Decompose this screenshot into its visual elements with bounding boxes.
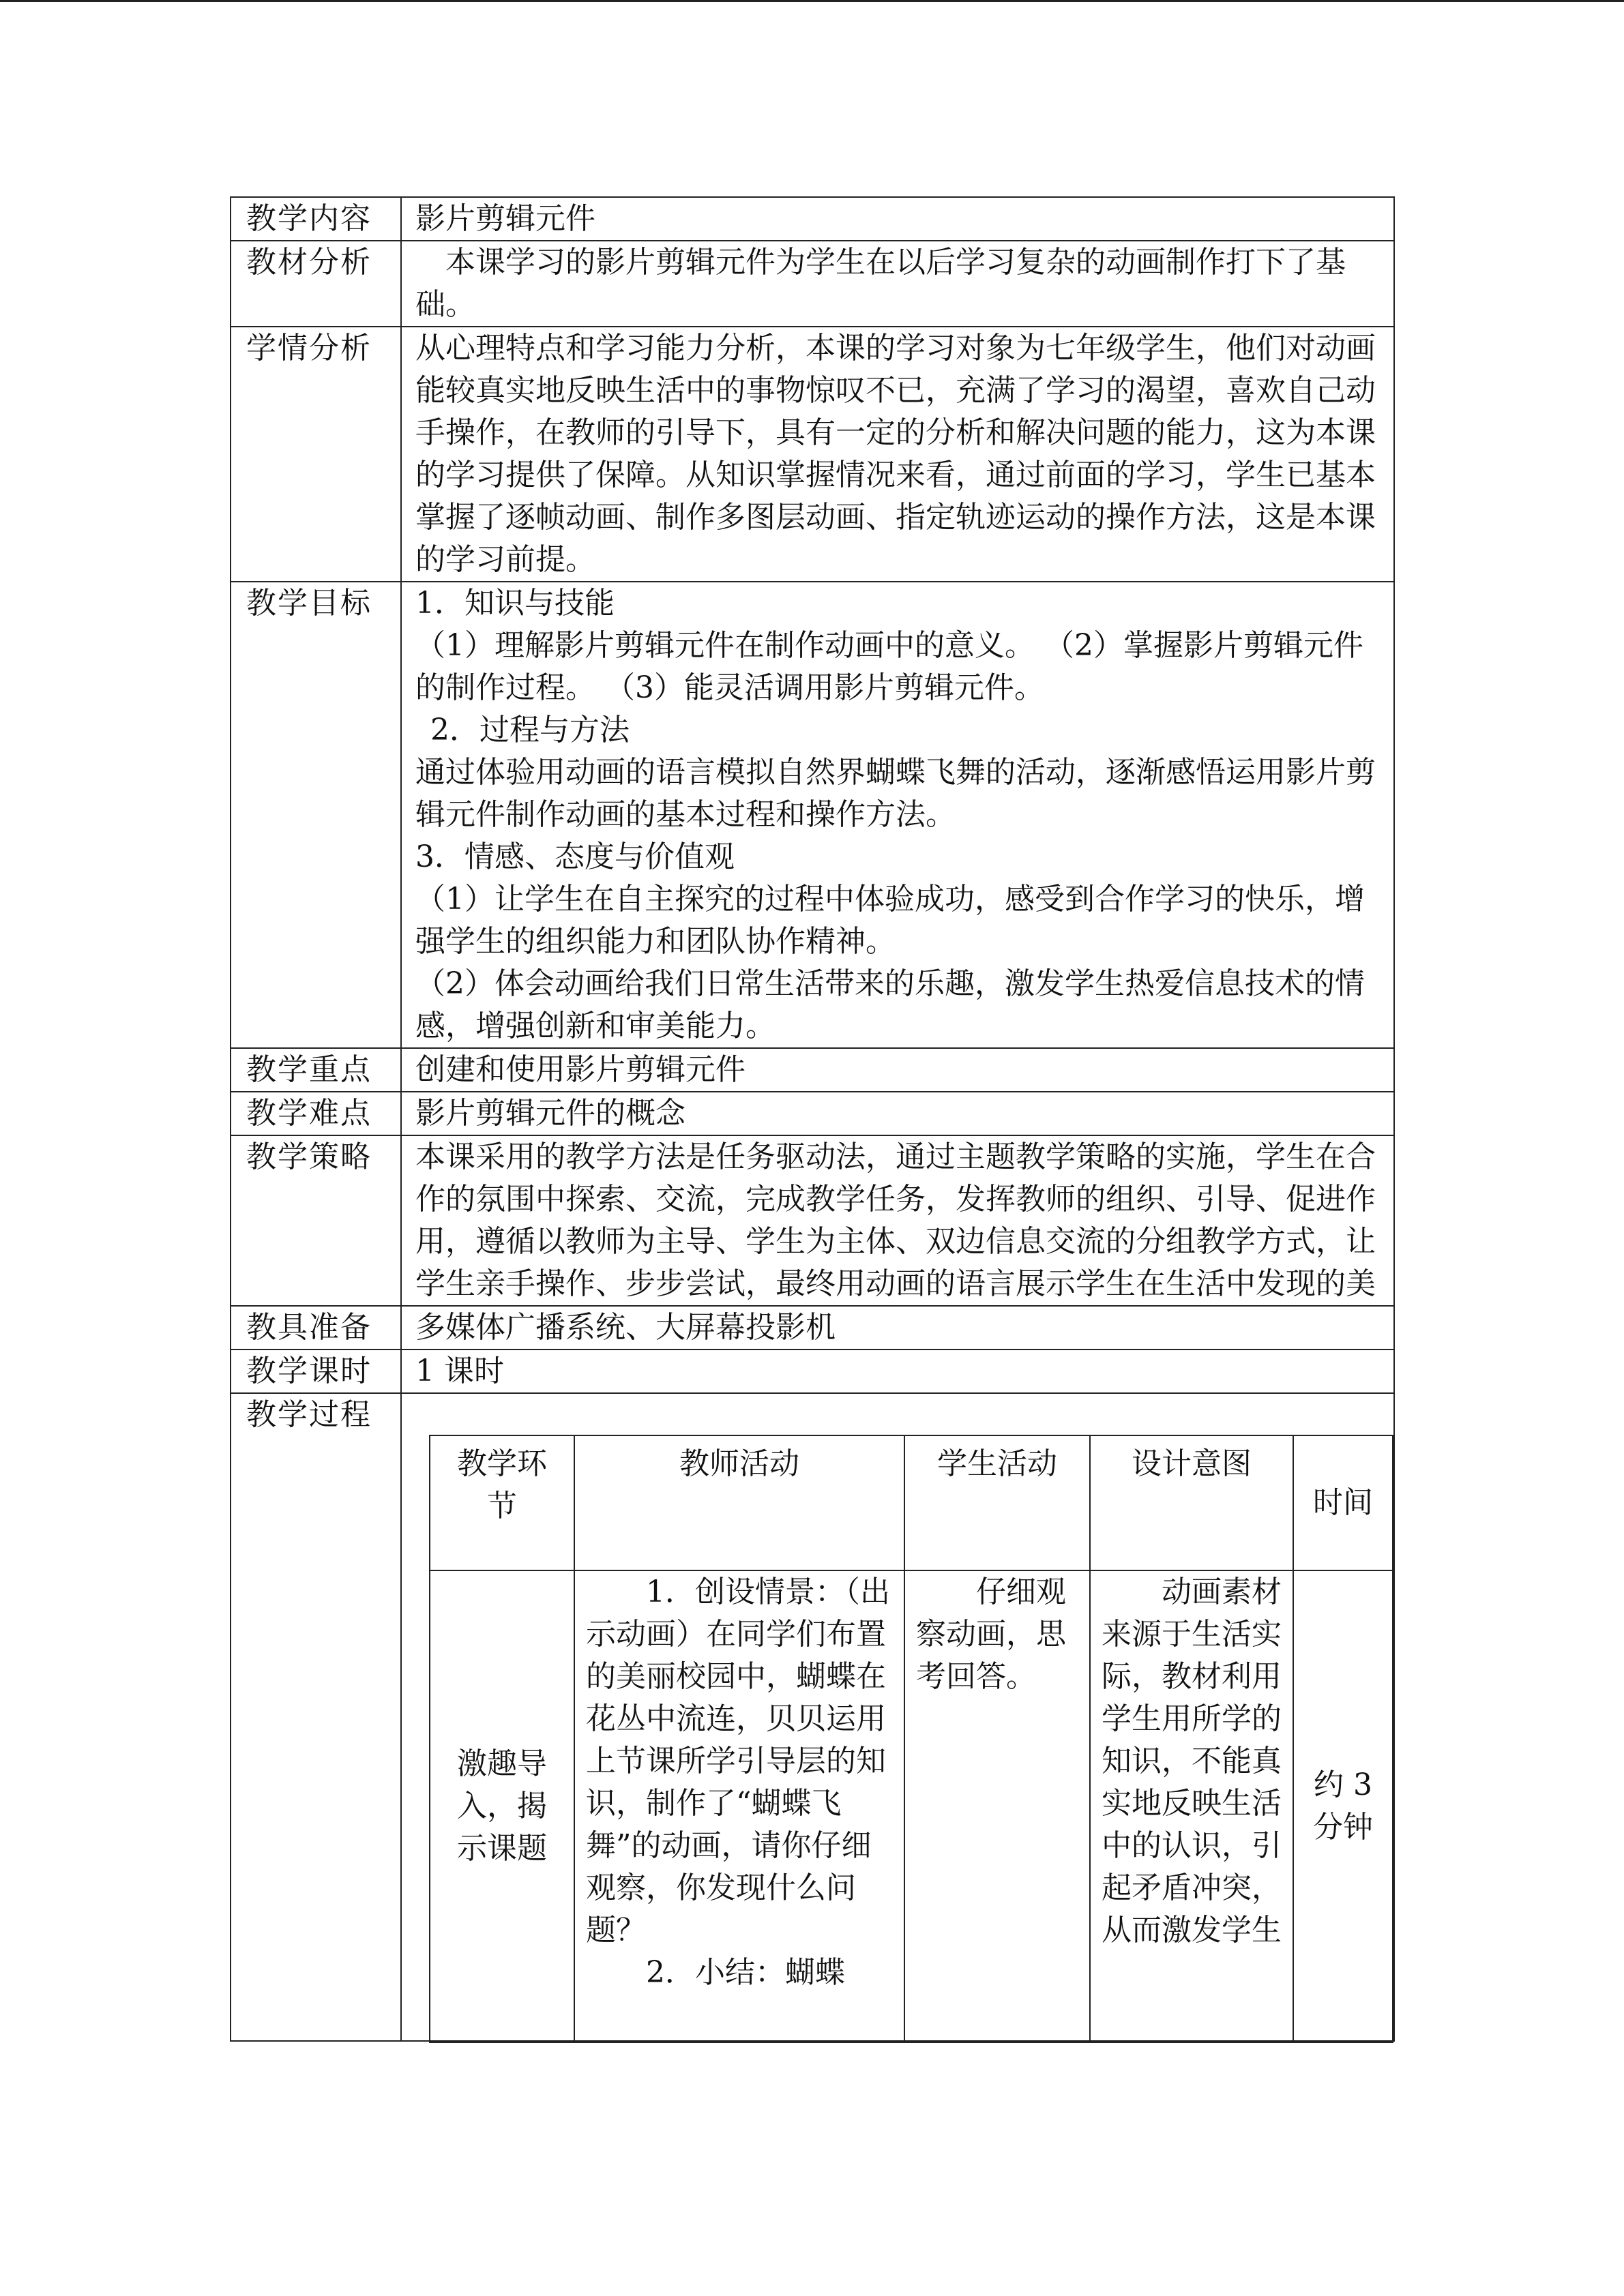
label-content: 教学内容 [231,197,401,241]
value-hours: 1 课时 [401,1350,1394,1393]
value-difficulty: 影片剪辑元件的概念 [401,1092,1394,1135]
row-learner [231,327,1394,582]
row-strategy [231,1135,1394,1306]
label-process: 教学过程 [231,1393,401,2041]
header-intent: 设计意图 [1090,1435,1293,1570]
teacher-activity-2: 2．小结：蝴蝶 [646,1955,845,1990]
design-intent: 动画素材来源于生活实际，教材利用学生用所学的知识，不能真实地反映生活中的认识，引起矛盾冲突，从而激发学生 [1102,1575,1282,1948]
label-goals: 教学目标 [231,582,401,1048]
goal-text-4: （2）体会动画给我们日常生活带来的乐趣，激发学生热爱信息技术的情感，增强创新和审美能力。 [415,966,1365,1043]
row-process [231,1393,1394,2041]
label-hours: 教学课时 [231,1350,401,1393]
header-time: 时间 [1293,1435,1393,1570]
label-difficulty: 教学难点 [231,1092,401,1135]
student-activity: 仔细观察动画，思考回答。 [916,1575,1066,1694]
student-activity-cell [904,1570,1090,2042]
process-table [429,1435,1393,2043]
lesson-plan-table [230,196,1395,2042]
row-content [231,197,1394,241]
row-difficulty [231,1092,1394,1135]
time-cell: 约 3 分钟 [1293,1570,1393,2042]
header-student: 学生活动 [904,1435,1090,1570]
teacher-activity-cell [574,1570,904,2042]
header-teacher: 教师活动 [574,1435,904,1570]
goals-content [401,582,1394,1048]
value-material: 本课学习的影片剪辑元件为学生在以后学习复杂的动画制作打下了基础。 [415,245,1346,322]
row-material [231,241,1394,327]
row-keypoint [231,1048,1394,1092]
row-goals [231,582,1394,1048]
stage-cell: 激趣导入，揭示课题 [430,1570,574,2042]
process-header-row [430,1435,1393,1570]
label-strategy: 教学策略 [231,1135,401,1306]
value-equipment: 多媒体广播系统、大屏幕投影机 [401,1306,1394,1350]
value-strategy: 本课采用的教学方法是任务驱动法，通过主题教学策略的实施，学生在合作的氛围中探索、交流，完成教学任务，发挥教师的组织、引导、促进作用，遵循以教师为主导、学生为主体、双边信息交流的分组教学方式，让学生亲手操作、步步尝试，最终用动画的语言展示学生在生活中发现的美 [415,1139,1376,1301]
design-intent-cell [1090,1570,1293,2042]
row-equipment [231,1306,1394,1350]
goal-text-2: 通过体验用动画的语言模拟自然界蝴蝶飞舞的活动，逐渐感悟运用影片剪辑元件制作动画的基本过程和操作方法。 [415,755,1376,832]
goal-heading-3: 3．情感、态度与价值观 [415,839,735,874]
goal-text-3: （1）让学生在自主探究的过程中体验成功，感受到合作学习的快乐，增强学生的组织能力和团队协作精神。 [415,882,1365,959]
teacher-activity-1: 1．创设情景：（出示动画）在同学们布置的美丽校园中，蝴蝶在花丛中流连，贝贝运用上节课所学引导层的知识，制作了“蝴蝶飞舞”的动画，请你仔细观察，你发现什么问题？ [586,1575,890,1948]
label-material: 教材分析 [231,241,401,327]
goal-heading-1: 1．知识与技能 [415,586,615,621]
goal-heading-2: 2．过程与方法 [430,713,630,747]
label-keypoint: 教学重点 [231,1048,401,1092]
goal-text-1: （1）理解影片剪辑元件在制作动画中的意义。 （2）掌握影片剪辑元件的制作过程。 （3）能灵活调用影片剪辑元件。 [415,628,1363,705]
label-learner: 学情分析 [231,327,401,582]
row-hours [231,1350,1394,1393]
value-keypoint: 创建和使用影片剪辑元件 [401,1048,1394,1092]
page-top-border [0,0,1624,2]
label-equipment: 教具准备 [231,1306,401,1350]
header-stage: 教学环节 [430,1435,574,1570]
value-learner: 从心理特点和学习能力分析，本课的学习对象为七年级学生，他们对动画能较真实地反映生活中的事物惊叹不已，充满了学习的渴望，喜欢自己动手操作，在教师的引导下，具有一定的分析和解决问题的能力，这为本课的学习提供了保障。从知识掌握情况来看，通过前面的学习，学生已基本掌握了逐帧动画、制作多图层动画、指定轨迹运动的操作方法，这是本课的学习前提。 [415,331,1376,577]
value-content: 影片剪辑元件 [401,197,1394,241]
process-cell [401,1393,1394,2041]
process-row-1 [430,1570,1393,2042]
